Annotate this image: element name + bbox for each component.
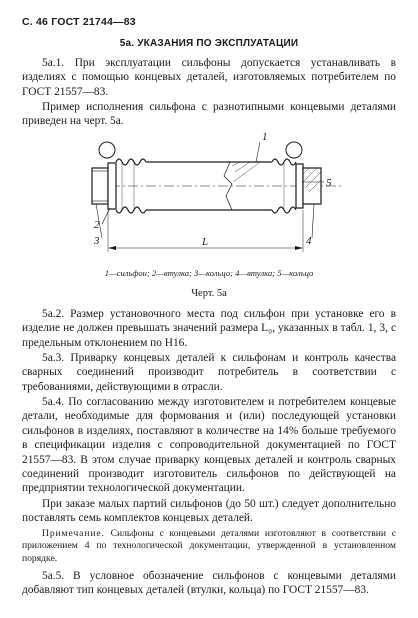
paragraph-5a3: 5а.3. Приварку концевых деталей к сильфонам и контроль качества сварных соединений производит потребитель в соответствии с требованиями, действующими в отрасли. <box>22 352 396 393</box>
figure-legend: 1—сильфон; 2—втулка; 3—кольцо; 4—втулка; 5—кольцо <box>104 268 314 278</box>
callout-3: 3 <box>94 235 100 247</box>
callout-5: 5 <box>326 177 332 189</box>
dimension-l-label: L <box>202 236 209 248</box>
note-label: Примечание. <box>42 528 105 539</box>
note-text: Сильфоны с концевыми деталями изготовляют в соответствии с приложением 4 по технологической документации, утвержденной в установленном порядке. <box>22 528 396 564</box>
callout-4: 4 <box>306 235 312 247</box>
paragraph-small-batches: При заказе малых партий сильфонов (до 50 шт.) следует дополнительно поставлять семь комплектов концевых деталей. <box>22 498 396 525</box>
note-paragraph <box>22 528 396 565</box>
figure-title: Черт. 5а <box>191 288 227 299</box>
callout-2: 2 <box>94 219 100 231</box>
paragraph-5a4: 5а.4. По согласованию между изготовителем и потребителем концевые детали, необходимые для формования и (или) последующей установки сильфонов в изделиях, поставляют в количестве на 14% больше требуемого в спецификации изделия с сопроводительной документацией по ГОСТ 21557—83. В этом случае приварку концевых деталей и контроль сварных соединений производит изготовитель сильфонов по действующей на предприятии технологической документации. <box>22 396 396 495</box>
paragraph-figure-reference: Пример исполнения сильфона с разнотипными концевыми деталями приведен на черт. 5а. <box>22 101 396 128</box>
paragraph-5a2: 5а.2. Размер установочного места под сильфон при установке его в изделие не должен превышать значений размера L₀, указанных в табл. 1, 3, с предельным отклонением по Н16. <box>22 308 396 349</box>
callout-1: 1 <box>262 131 268 143</box>
section-title: 5а. УКАЗАНИЯ ПО ЭКСПЛУАТАЦИИ <box>119 38 299 49</box>
paragraph-5a5: 5а.5. В условное обозначение сильфонов с концевыми деталями добавляют тип концевых деталей (втулки, кольца) по ГОСТ 21557—83. <box>22 570 396 597</box>
bellows-drawing <box>80 128 350 263</box>
paragraph-5a1: 5а.1. При эксплуатации сильфоны допускается устанавливать в изделиях с помощью концевых деталей, изготовляемых потребителем по ГОСТ 21557—83. <box>22 57 396 98</box>
page-header: С. 46 ГОСТ 21744—83 <box>22 16 136 28</box>
